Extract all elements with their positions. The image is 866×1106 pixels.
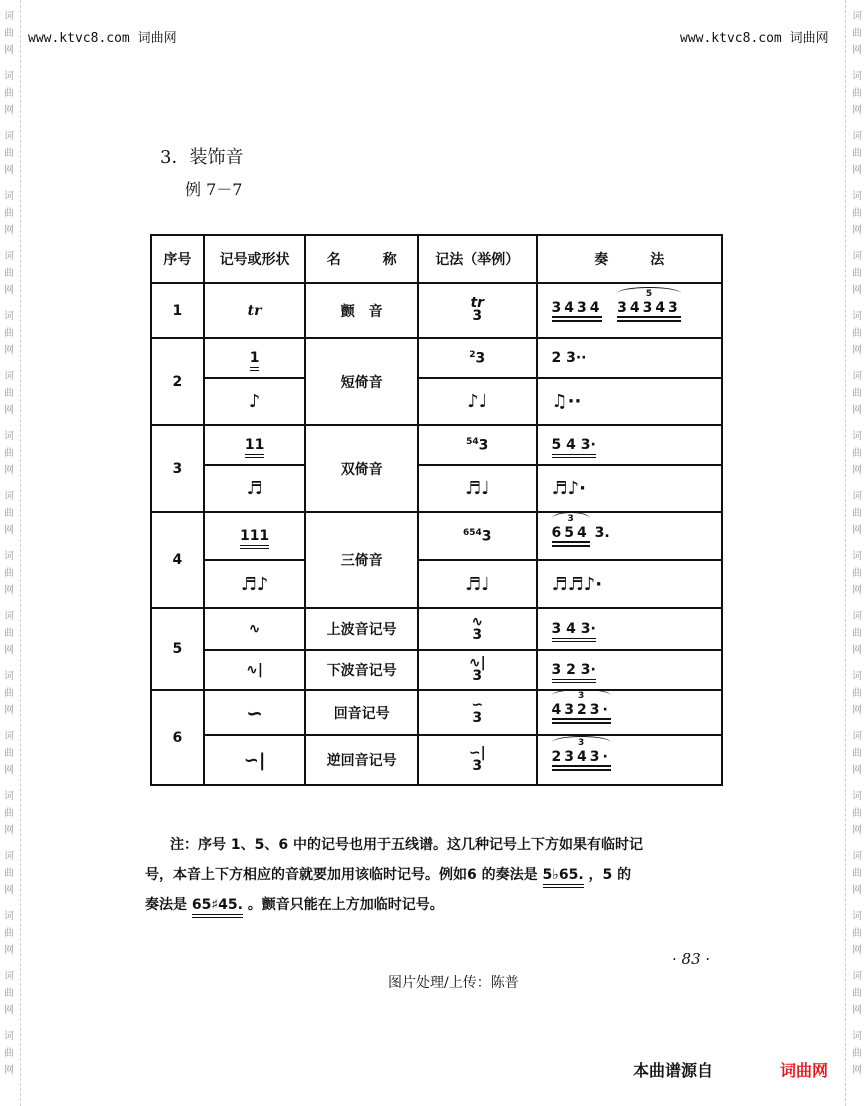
- row-number: 5: [151, 608, 204, 690]
- watermark-char: 曲: [852, 808, 862, 819]
- watermark-char: 网: [4, 165, 14, 176]
- watermark-char: 曲: [852, 448, 862, 459]
- table-row: [151, 690, 722, 735]
- watermark-char: 曲: [852, 388, 862, 399]
- table-header-row: [151, 235, 722, 283]
- footnote: [145, 830, 725, 920]
- turn-icon: ∽: [471, 697, 484, 713]
- watermark-char: 词: [852, 431, 862, 442]
- watermark-char: 曲: [852, 748, 862, 759]
- staff-notation-icon: ♪♩: [418, 378, 536, 425]
- play-notes: 3.: [594, 525, 610, 541]
- header-link-left[interactable]: www.ktvc8.com 词曲网: [28, 31, 177, 46]
- watermark-char: 词: [4, 671, 14, 682]
- upper-mordent-icon: ∿: [204, 608, 306, 650]
- notation: [418, 608, 536, 650]
- table-row: [151, 560, 722, 608]
- text: 的奏法是: [481, 867, 538, 883]
- header-cell: 名 称: [305, 235, 418, 283]
- watermark-char: 曲: [852, 148, 862, 159]
- watermark-char: 网: [852, 405, 862, 416]
- watermark-char: 词: [852, 191, 862, 202]
- watermark-char: 曲: [4, 568, 14, 579]
- watermark-char: 网: [4, 285, 14, 296]
- header-cell: 序号: [151, 235, 204, 283]
- table-row: [151, 425, 722, 465]
- watermark-char: 曲: [4, 388, 14, 399]
- text: 的: [617, 867, 632, 883]
- watermark-char: 曲: [852, 688, 862, 699]
- watermark-char: 词: [4, 611, 14, 622]
- row-number: 6: [151, 690, 204, 785]
- watermark-char: 词: [852, 731, 862, 742]
- watermark-char: 曲: [4, 148, 14, 159]
- watermark-char: 网: [4, 765, 14, 776]
- grace-note: 54: [466, 436, 479, 447]
- header-cell: 记号或形状: [204, 235, 306, 283]
- staff-grace-icon: ♬: [204, 465, 306, 512]
- notation: [418, 650, 536, 690]
- watermark-char: 网: [852, 885, 862, 896]
- trill-mark: tr: [470, 295, 485, 311]
- watermark-char: 词: [852, 71, 862, 82]
- name: 三倚音: [305, 512, 418, 608]
- watermark-char: 网: [852, 105, 862, 116]
- watermark-char: 网: [4, 705, 14, 716]
- note: 3: [472, 710, 483, 726]
- watermark-char: 曲: [852, 628, 862, 639]
- watermark-char: 网: [852, 465, 862, 476]
- watermark-char: 曲: [4, 448, 14, 459]
- watermark-char: 曲: [4, 628, 14, 639]
- inverted-turn-icon: ∽|: [204, 735, 306, 785]
- example-label: 例 7－7: [185, 180, 243, 199]
- grace-symbol: 111: [240, 528, 269, 549]
- watermark-char: 曲: [852, 28, 862, 39]
- watermark-char: 网: [852, 525, 862, 536]
- upper-mordent-icon: ∿: [471, 613, 484, 630]
- watermark-char: 词: [852, 371, 862, 382]
- watermark-char: 网: [4, 1065, 14, 1076]
- symbol: [204, 338, 306, 378]
- notation: [418, 690, 536, 735]
- section-title: 3．装饰音: [160, 147, 244, 168]
- example-note: 6: [467, 867, 477, 883]
- note: 3: [478, 437, 489, 454]
- name: 短倚音: [305, 338, 418, 425]
- watermark-char: 曲: [4, 508, 14, 519]
- play-notes: 3434: [552, 300, 603, 322]
- notation: [418, 425, 536, 465]
- watermark-char: 词: [4, 431, 14, 442]
- watermark-char: 词: [4, 1031, 14, 1042]
- staff-notation-icon: ♬♩: [418, 560, 536, 608]
- symbol: [204, 425, 306, 465]
- play-notes: 3 4 3·: [552, 621, 596, 642]
- watermark-char: 网: [4, 645, 14, 656]
- name: 逆回音记号: [305, 735, 418, 785]
- play-notes: 654: [552, 525, 590, 547]
- note: 3: [472, 308, 483, 324]
- watermark-char: 曲: [852, 328, 862, 339]
- watermark-char: 曲: [852, 88, 862, 99]
- watermark-char: 词: [852, 611, 862, 622]
- table-row: [151, 465, 722, 512]
- watermark-char: 曲: [4, 28, 14, 39]
- credit: 图片处理/上传：陈普: [388, 975, 519, 991]
- watermark-char: 网: [4, 465, 14, 476]
- performance: [537, 608, 723, 650]
- name: 双倚音: [305, 425, 418, 512]
- staff-performance-icon: ♬♪·: [537, 465, 723, 512]
- watermark-char: 曲: [852, 568, 862, 579]
- table-row: [151, 608, 722, 650]
- watermark-char: 网: [4, 225, 14, 236]
- watermark-char: 曲: [4, 928, 14, 939]
- footer-site-link[interactable]: 词曲网: [780, 1061, 829, 1080]
- note: 3: [481, 528, 492, 545]
- lower-mordent-icon: ∿|: [468, 654, 486, 671]
- watermark-char: 曲: [852, 508, 862, 519]
- turn-icon: ∽: [204, 690, 306, 735]
- watermark-char: 曲: [4, 88, 14, 99]
- performance: 2 3··: [537, 338, 723, 378]
- watermark-char: 曲: [4, 328, 14, 339]
- staff-performance-icon: ♫··: [537, 378, 723, 425]
- watermark-char: 词: [852, 491, 862, 502]
- watermark-char: 网: [4, 945, 14, 956]
- watermark-char: 曲: [852, 868, 862, 879]
- watermark-char: 网: [4, 885, 14, 896]
- watermark-char: 词: [4, 791, 14, 802]
- watermark-char: 网: [852, 765, 862, 776]
- watermark-char: 曲: [4, 208, 14, 219]
- symbol: tr: [204, 283, 306, 338]
- notation: [418, 283, 536, 338]
- watermark-char: 词: [852, 131, 862, 142]
- name: 颤 音: [305, 283, 418, 338]
- watermark-char: 词: [4, 971, 14, 982]
- watermark-char: 网: [852, 345, 862, 356]
- table-row: [151, 283, 722, 338]
- watermark-char: 词: [852, 971, 862, 982]
- watermark-char: 曲: [4, 808, 14, 819]
- watermark-char: 网: [4, 345, 14, 356]
- watermark-right: [851, 8, 863, 1088]
- play-notes: 34343: [617, 300, 681, 322]
- watermark-char: 词: [852, 551, 862, 562]
- performance: [537, 283, 723, 338]
- watermark-char: 曲: [852, 1048, 862, 1059]
- staff-notation-icon: ♬♩: [418, 465, 536, 512]
- name: 下波音记号: [305, 650, 418, 690]
- watermark-char: 曲: [4, 268, 14, 279]
- watermark-char: 词: [4, 491, 14, 502]
- note: 3: [472, 667, 483, 684]
- watermark-char: 词: [852, 671, 862, 682]
- text: 。颤音只能在上方加临时记号。: [247, 897, 444, 913]
- watermark-char: 网: [852, 705, 862, 716]
- watermark-char: 网: [4, 585, 14, 596]
- header-cell: 记法（举例）: [418, 235, 536, 283]
- watermark-char: 网: [852, 825, 862, 836]
- grace-symbol: 11: [245, 437, 264, 458]
- staff-performance-icon: ♬♬♪·: [537, 560, 723, 608]
- example-note: 5: [602, 867, 613, 883]
- staff-grace-icon: ♬♪: [204, 560, 306, 608]
- watermark-char: 词: [852, 1031, 862, 1042]
- notation: [418, 338, 536, 378]
- watermark-char: 词: [852, 251, 862, 262]
- table-row: [151, 338, 722, 378]
- symbol: [204, 512, 306, 560]
- play-notes: 5 4 3·: [552, 437, 596, 458]
- margin-line: [845, 0, 846, 1106]
- example-play: 65♯45.: [192, 897, 243, 918]
- watermark-char: 词: [852, 791, 862, 802]
- play-notes: 2343·: [552, 749, 611, 771]
- ornament-table: [150, 234, 723, 786]
- watermark-char: 词: [852, 911, 862, 922]
- watermark-char: 网: [852, 165, 862, 176]
- footnote-line: [145, 860, 725, 890]
- watermark-char: 曲: [852, 208, 862, 219]
- watermark-char: 网: [4, 825, 14, 836]
- watermark-char: 词: [852, 311, 862, 322]
- play-notes: 4323·: [552, 702, 611, 724]
- grace-symbol: 1: [250, 350, 260, 371]
- watermark-char: 词: [4, 371, 14, 382]
- watermark-char: 网: [4, 525, 14, 536]
- row-number: 2: [151, 338, 204, 425]
- watermark-char: 词: [4, 851, 14, 862]
- example-play: 5♭65.: [543, 867, 584, 888]
- watermark-char: 网: [852, 585, 862, 596]
- watermark-char: 词: [4, 131, 14, 142]
- lower-mordent-icon: ∿|: [204, 650, 306, 690]
- watermark-char: 曲: [852, 928, 862, 939]
- watermark-char: 曲: [852, 268, 862, 279]
- watermark-char: 网: [4, 105, 14, 116]
- performance: [537, 425, 723, 465]
- page-number: · 83 ·: [672, 950, 711, 968]
- watermark-char: 网: [852, 285, 862, 296]
- watermark-char: 词: [4, 251, 14, 262]
- watermark-char: 网: [852, 1005, 862, 1016]
- text: 奏法是: [145, 897, 187, 913]
- note: 3: [472, 626, 483, 643]
- margin-line: [20, 0, 21, 1106]
- footnote-line: 注：序号 1、5、6 中的记号也用于五线谱。这几种记号上下方如果有临时记: [170, 837, 643, 853]
- watermark-char: 词: [852, 11, 862, 22]
- footnote-line: [145, 890, 725, 920]
- watermark-char: 词: [4, 731, 14, 742]
- watermark-char: 词: [4, 311, 14, 322]
- grace-note: 654: [462, 527, 482, 538]
- watermark-left: [3, 8, 15, 1088]
- header-link-right[interactable]: www.ktvc8.com 词曲网: [680, 31, 829, 46]
- header-cell: 奏 法: [537, 235, 723, 283]
- watermark-char: 词: [852, 851, 862, 862]
- performance: [537, 650, 723, 690]
- watermark-char: 词: [4, 911, 14, 922]
- note: 3: [475, 350, 486, 367]
- watermark-char: 词: [4, 71, 14, 82]
- watermark-char: 网: [4, 1005, 14, 1016]
- watermark-char: 网: [852, 45, 862, 56]
- text: ，: [588, 867, 603, 883]
- watermark-char: 网: [852, 945, 862, 956]
- text: 号，本音上下方相应的音就要加用该临时记号。例如: [145, 867, 467, 883]
- note: 3: [472, 757, 483, 774]
- name: 上波音记号: [305, 608, 418, 650]
- notation: [418, 735, 536, 785]
- footer-source: 本曲谱源自: [633, 1061, 714, 1080]
- inverted-turn-icon: ∽|: [468, 744, 486, 761]
- table-row: [151, 512, 722, 560]
- name: 回音记号: [305, 690, 418, 735]
- grace-note: 2: [469, 349, 476, 360]
- watermark-char: 曲: [4, 1048, 14, 1059]
- watermark-char: 曲: [4, 988, 14, 999]
- watermark-char: 曲: [4, 868, 14, 879]
- performance: [537, 512, 723, 560]
- table-row: [151, 735, 722, 785]
- watermark-char: 网: [852, 225, 862, 236]
- row-number: 4: [151, 512, 204, 608]
- table-row: [151, 378, 722, 425]
- watermark-char: 网: [852, 1065, 862, 1076]
- play-notes: 3 2 3·: [552, 662, 596, 683]
- staff-grace-icon: ♪: [204, 378, 306, 425]
- performance: [537, 690, 723, 735]
- watermark-char: 曲: [4, 748, 14, 759]
- watermark-char: 网: [4, 405, 14, 416]
- row-number: 3: [151, 425, 204, 512]
- watermark-char: 词: [4, 191, 14, 202]
- notation: [418, 512, 536, 560]
- watermark-char: 网: [852, 645, 862, 656]
- watermark-char: 曲: [4, 688, 14, 699]
- watermark-char: 词: [4, 551, 14, 562]
- performance: [537, 735, 723, 785]
- watermark-char: 词: [4, 11, 14, 22]
- table-row: [151, 650, 722, 690]
- watermark-char: 网: [4, 45, 14, 56]
- watermark-char: 曲: [852, 988, 862, 999]
- row-number: 1: [151, 283, 204, 338]
